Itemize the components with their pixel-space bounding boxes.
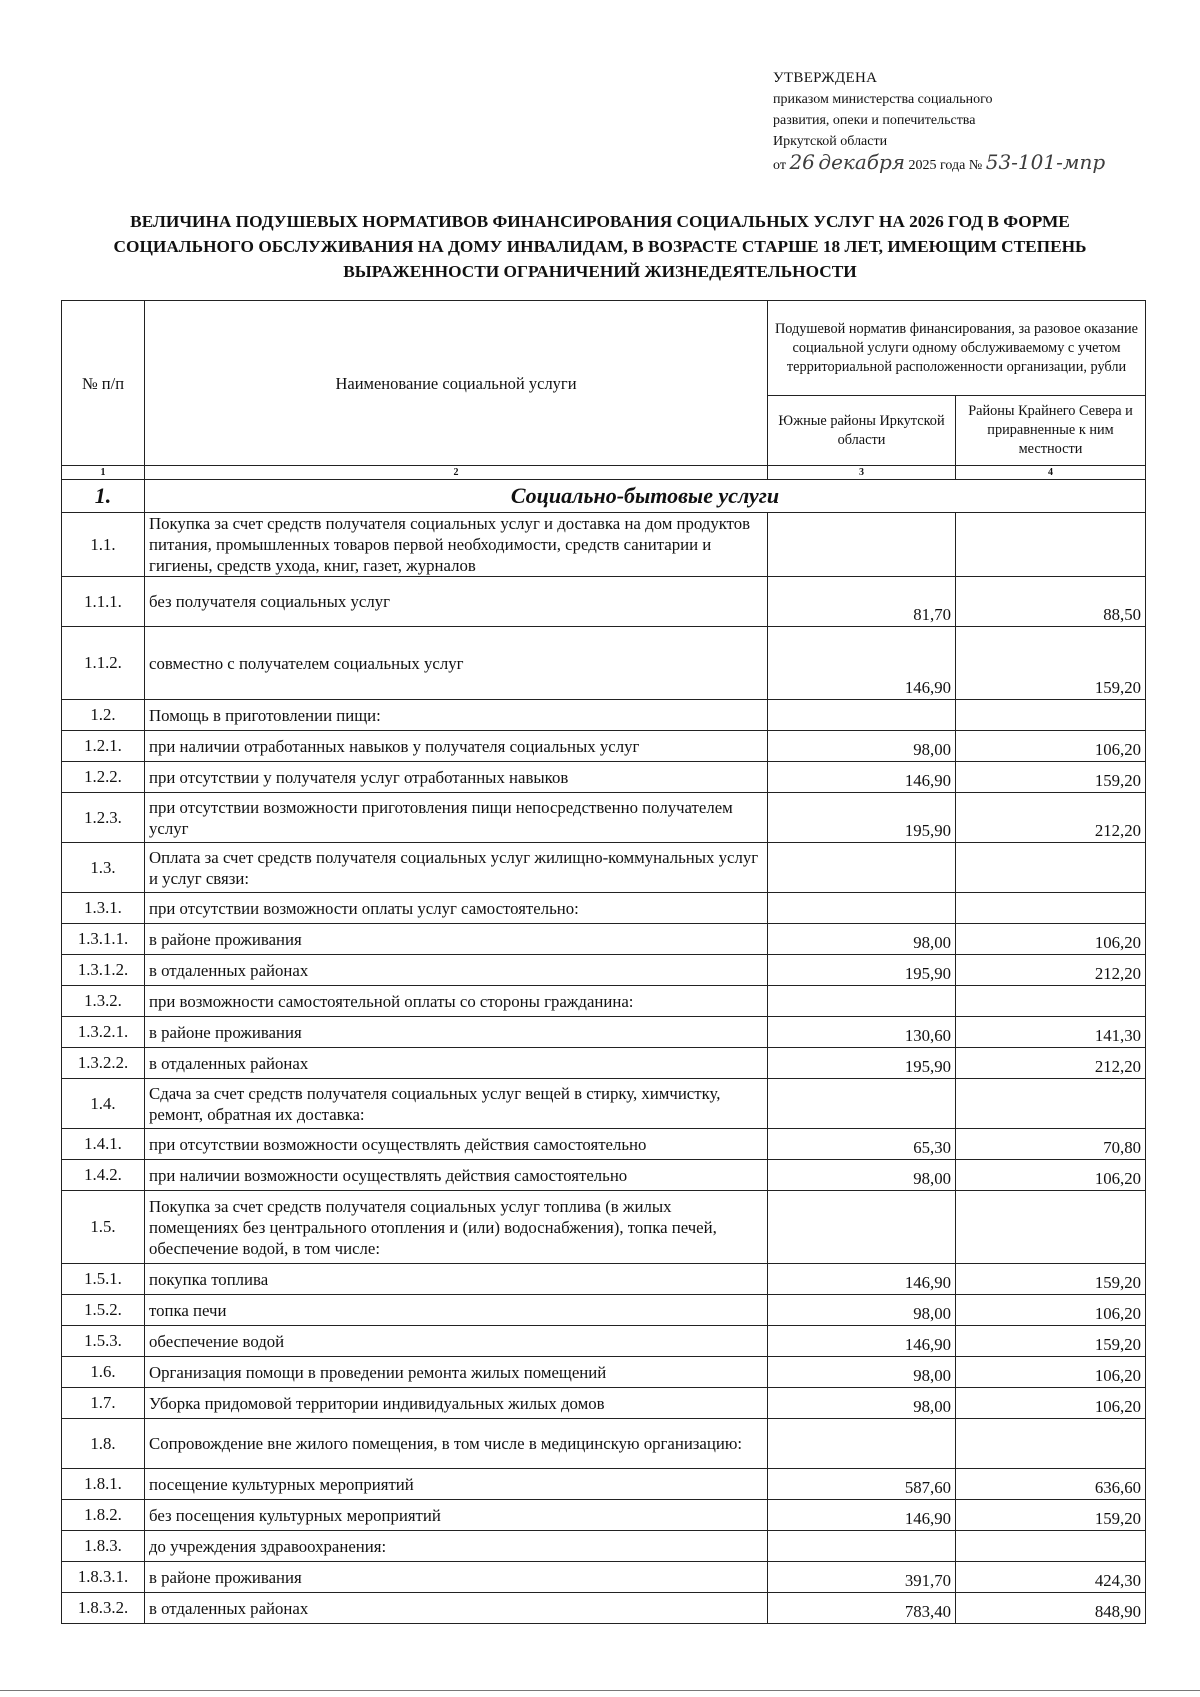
norm-north-value: 88,50 (956, 577, 1146, 627)
norm-north-value: 636,60 (956, 1469, 1146, 1500)
service-name: в районе проживания (145, 1562, 768, 1593)
row-number: 1.3.1.1. (62, 924, 145, 955)
handwritten-month: декабря (818, 150, 906, 174)
norm-south-value (768, 700, 956, 731)
norm-south-value: 98,00 (768, 1160, 956, 1191)
row-number: 1.3.2.2. (62, 1048, 145, 1079)
row-number: 1.2.2. (62, 762, 145, 793)
service-name: Организация помощи в проведении ремонта жилых помещений (145, 1357, 768, 1388)
norm-north-value: 159,20 (956, 627, 1146, 700)
norm-north-value (956, 1079, 1146, 1129)
norm-north-value (956, 1191, 1146, 1264)
document-title (60, 209, 1140, 284)
row-number: 1.8.2. (62, 1500, 145, 1531)
norm-north-value: 106,20 (956, 1160, 1146, 1191)
norm-south-value (768, 893, 956, 924)
table-row (62, 700, 1146, 731)
table-row (62, 1531, 1146, 1562)
service-name: в отдаленных районах (145, 1048, 768, 1079)
norm-south-value: 98,00 (768, 924, 956, 955)
norm-north-value: 141,30 (956, 1017, 1146, 1048)
header-name: Наименование социальной услуги (145, 301, 768, 466)
row-number: 1.3. (62, 843, 145, 893)
norms-table (61, 300, 1146, 1624)
table-row (62, 955, 1146, 986)
approval-line-3: Иркутской области (773, 134, 888, 149)
service-name: при наличии отработанных навыков у получателя социальных услуг (145, 731, 768, 762)
service-name: при отсутствии возможности осуществлять действия самостоятельно (145, 1129, 768, 1160)
header-norm: Подушевой норматив финансирования, за разовое оказание социальной услуги одному обслуживаемому с учетом территориальной расположенности организации, рубли (768, 301, 1146, 396)
table-row (62, 1388, 1146, 1419)
norm-south-value: 81,70 (768, 577, 956, 627)
norm-north-value: 212,20 (956, 1048, 1146, 1079)
norm-north-value (956, 843, 1146, 893)
table-row (62, 793, 1146, 843)
norm-north-value (956, 1419, 1146, 1469)
service-name: совместно с получателем социальных услуг (145, 627, 768, 700)
table-row (62, 986, 1146, 1017)
norm-south-value: 98,00 (768, 1357, 956, 1388)
header-south: Южные районы Иркутской области (768, 396, 956, 466)
column-number: 2 (145, 466, 768, 480)
section-name: Социально-бытовые услуги (145, 480, 1146, 513)
table-row (62, 1500, 1146, 1531)
table-row (62, 1326, 1146, 1357)
norm-south-value (768, 1079, 956, 1129)
service-name: при отсутствии у получателя услуг отработанных навыков (145, 762, 768, 793)
norm-north-value: 159,20 (956, 1326, 1146, 1357)
norm-south-value: 587,60 (768, 1469, 956, 1500)
service-name: Уборка придомовой территории индивидуальных жилых домов (145, 1388, 768, 1419)
norm-south-value (768, 513, 956, 577)
column-number: 1 (62, 466, 145, 480)
table-header-row (62, 301, 1146, 396)
row-number: 1.4. (62, 1079, 145, 1129)
service-name: Сопровождение вне жилого помещения, в том числе в медицинскую организацию: (145, 1419, 768, 1469)
service-name: обеспечение водой (145, 1326, 768, 1357)
norm-south-value: 195,90 (768, 955, 956, 986)
norm-south-value (768, 1191, 956, 1264)
service-name: при возможности самостоятельной оплаты со стороны гражданина: (145, 986, 768, 1017)
row-number: 1.8.3.2. (62, 1593, 145, 1624)
row-number: 1.2.3. (62, 793, 145, 843)
handwritten-order-number: 53-101-мпр (985, 150, 1106, 174)
norm-north-value (956, 513, 1146, 577)
service-name: топка печи (145, 1295, 768, 1326)
service-name: в районе проживания (145, 924, 768, 955)
service-name: Оплата за счет средств получателя социальных услуг жилищно-коммунальных услуг и услуг связи: (145, 843, 768, 893)
norm-north-value: 159,20 (956, 1264, 1146, 1295)
service-name: в отдаленных районах (145, 1593, 768, 1624)
norm-south-value: 391,70 (768, 1562, 956, 1593)
norm-north-value (956, 1531, 1146, 1562)
norm-south-value (768, 843, 956, 893)
table-row (62, 893, 1146, 924)
norm-south-value: 195,90 (768, 1048, 956, 1079)
norm-north-value: 106,20 (956, 1388, 1146, 1419)
norm-south-value: 146,90 (768, 627, 956, 700)
norm-south-value: 98,00 (768, 1295, 956, 1326)
norm-south-value: 65,30 (768, 1129, 956, 1160)
row-number: 1.5.2. (62, 1295, 145, 1326)
norm-south-value: 146,90 (768, 1264, 956, 1295)
table-row (62, 627, 1146, 700)
column-number: 4 (956, 466, 1146, 480)
service-name: при отсутствии возможности оплаты услуг самостоятельно: (145, 893, 768, 924)
approval-title: УТВЕРЖДЕНА (773, 70, 878, 86)
row-number: 1.3.2.1. (62, 1017, 145, 1048)
service-name: без посещения культурных мероприятий (145, 1500, 768, 1531)
table-row (62, 731, 1146, 762)
norm-north-value: 106,20 (956, 1295, 1146, 1326)
approval-date-row (773, 152, 1173, 176)
service-name: при наличии возможности осуществлять действия самостоятельно (145, 1160, 768, 1191)
row-number: 1.1.2. (62, 627, 145, 700)
handwritten-day: 26 (789, 150, 815, 174)
norm-south-value: 146,90 (768, 1500, 956, 1531)
row-number: 1.4.1. (62, 1129, 145, 1160)
norm-north-value: 212,20 (956, 793, 1146, 843)
norm-north-value (956, 700, 1146, 731)
norm-south-value (768, 1531, 956, 1562)
table-row (62, 1017, 1146, 1048)
approval-line-1: приказом министерства социального (773, 92, 993, 107)
row-number: 1.8.3. (62, 1531, 145, 1562)
norm-north-value (956, 986, 1146, 1017)
service-name: покупка топлива (145, 1264, 768, 1295)
table-row (62, 843, 1146, 893)
service-name: Сдача за счет средств получателя социальных услуг вещей в стирку, химчистку, ремонт, обратная их доставка: (145, 1079, 768, 1129)
norm-south-value: 146,90 (768, 762, 956, 793)
norm-south-value: 146,90 (768, 1326, 956, 1357)
row-number: 1.4.2. (62, 1160, 145, 1191)
document-title-line-3: ВЫРАЖЕННОСТИ ОГРАНИЧЕНИЙ ЖИЗНЕДЕЯТЕЛЬНОСТИ (343, 262, 857, 281)
service-name: в отдаленных районах (145, 955, 768, 986)
row-number: 1.5.1. (62, 1264, 145, 1295)
table-row (62, 577, 1146, 627)
norm-north-value: 106,20 (956, 731, 1146, 762)
norm-south-value: 195,90 (768, 793, 956, 843)
norm-north-value: 106,20 (956, 1357, 1146, 1388)
row-number: 1.7. (62, 1388, 145, 1419)
table-row (62, 762, 1146, 793)
bottom-rule (0, 1690, 1200, 1691)
column-number-row (62, 466, 1146, 480)
norm-south-value (768, 1419, 956, 1469)
row-number: 1.1.1. (62, 577, 145, 627)
row-number: 1.5. (62, 1191, 145, 1264)
table-row (62, 1562, 1146, 1593)
norm-south-value (768, 986, 956, 1017)
table-row (62, 1469, 1146, 1500)
header-north: Районы Крайнего Севера и приравненные к ним местности (956, 396, 1146, 466)
service-name: при отсутствии возможности приготовления пищи непосредственно получателем услуг (145, 793, 768, 843)
norm-south-value: 130,60 (768, 1017, 956, 1048)
table-row (62, 1357, 1146, 1388)
row-number: 1.5.3. (62, 1326, 145, 1357)
norm-north-value: 70,80 (956, 1129, 1146, 1160)
table-row (62, 1129, 1146, 1160)
norm-south-value: 98,00 (768, 731, 956, 762)
row-number: 1.8.3.1. (62, 1562, 145, 1593)
table-row (62, 1264, 1146, 1295)
norm-north-value: 159,20 (956, 762, 1146, 793)
table-row (62, 1079, 1146, 1129)
norm-north-value (956, 893, 1146, 924)
service-name: посещение культурных мероприятий (145, 1469, 768, 1500)
table-row (62, 1295, 1146, 1326)
table-row (62, 1593, 1146, 1624)
row-number: 1.1. (62, 513, 145, 577)
service-name: в районе проживания (145, 1017, 768, 1048)
row-number: 1.2. (62, 700, 145, 731)
column-number: 3 (768, 466, 956, 480)
service-name: Покупка за счет средств получателя социальных услуг топлива (в жилых помещениях без центрального отопления и (или) водоснабжения), топка печей, обеспечение водой, в том числе: (145, 1191, 768, 1264)
service-name: без получателя социальных услуг (145, 577, 768, 627)
row-number: 1.3.1.2. (62, 955, 145, 986)
norm-north-value: 848,90 (956, 1593, 1146, 1624)
row-number: 1.8.1. (62, 1469, 145, 1500)
table-row (62, 1191, 1146, 1264)
service-name: до учреждения здравоохранения: (145, 1531, 768, 1562)
service-name: Помощь в приготовлении пищи: (145, 700, 768, 731)
norm-south-value: 98,00 (768, 1388, 956, 1419)
table-row (62, 1048, 1146, 1079)
norm-north-value: 212,20 (956, 955, 1146, 986)
norm-north-value: 106,20 (956, 924, 1146, 955)
row-number: 1.3.1. (62, 893, 145, 924)
document-title-line-2: СОЦИАЛЬНОГО ОБСЛУЖИВАНИЯ НА ДОМУ ИНВАЛИДАМ, В ВОЗРАСТЕ СТАРШЕ 18 ЛЕТ, ИМЕЮЩИМ СТЕПЕНЬ (113, 237, 1087, 256)
document-title-line-1: ВЕЛИЧИНА ПОДУШЕВЫХ НОРМАТИВОВ ФИНАНСИРОВАНИЯ СОЦИАЛЬНЫХ УСЛУГ НА 2026 ГОД В ФОРМЕ (130, 212, 1070, 231)
approval-year: 2025 года № (908, 158, 983, 173)
norm-north-value: 424,30 (956, 1562, 1146, 1593)
row-number: 1.6. (62, 1357, 145, 1388)
section-number: 1. (62, 480, 145, 513)
row-number: 1.3.2. (62, 986, 145, 1017)
section-row (62, 480, 1146, 513)
approval-stamp (773, 68, 1173, 176)
table-row (62, 1160, 1146, 1191)
row-number: 1.2.1. (62, 731, 145, 762)
approval-line-2: развития, опеки и попечительства (773, 113, 976, 128)
approval-prefix: от (773, 158, 786, 173)
row-number: 1.8. (62, 1419, 145, 1469)
header-num: № п/п (62, 301, 145, 466)
table-row (62, 924, 1146, 955)
norm-north-value: 159,20 (956, 1500, 1146, 1531)
table-row (62, 1419, 1146, 1469)
norm-south-value: 783,40 (768, 1593, 956, 1624)
table-row (62, 513, 1146, 577)
service-name: Покупка за счет средств получателя социальных услуг и доставка на дом продуктов питания, промышленных товаров первой необходимости, средств санитарии и гигиены, средств ухода, книг, газет, журналов (145, 513, 768, 577)
